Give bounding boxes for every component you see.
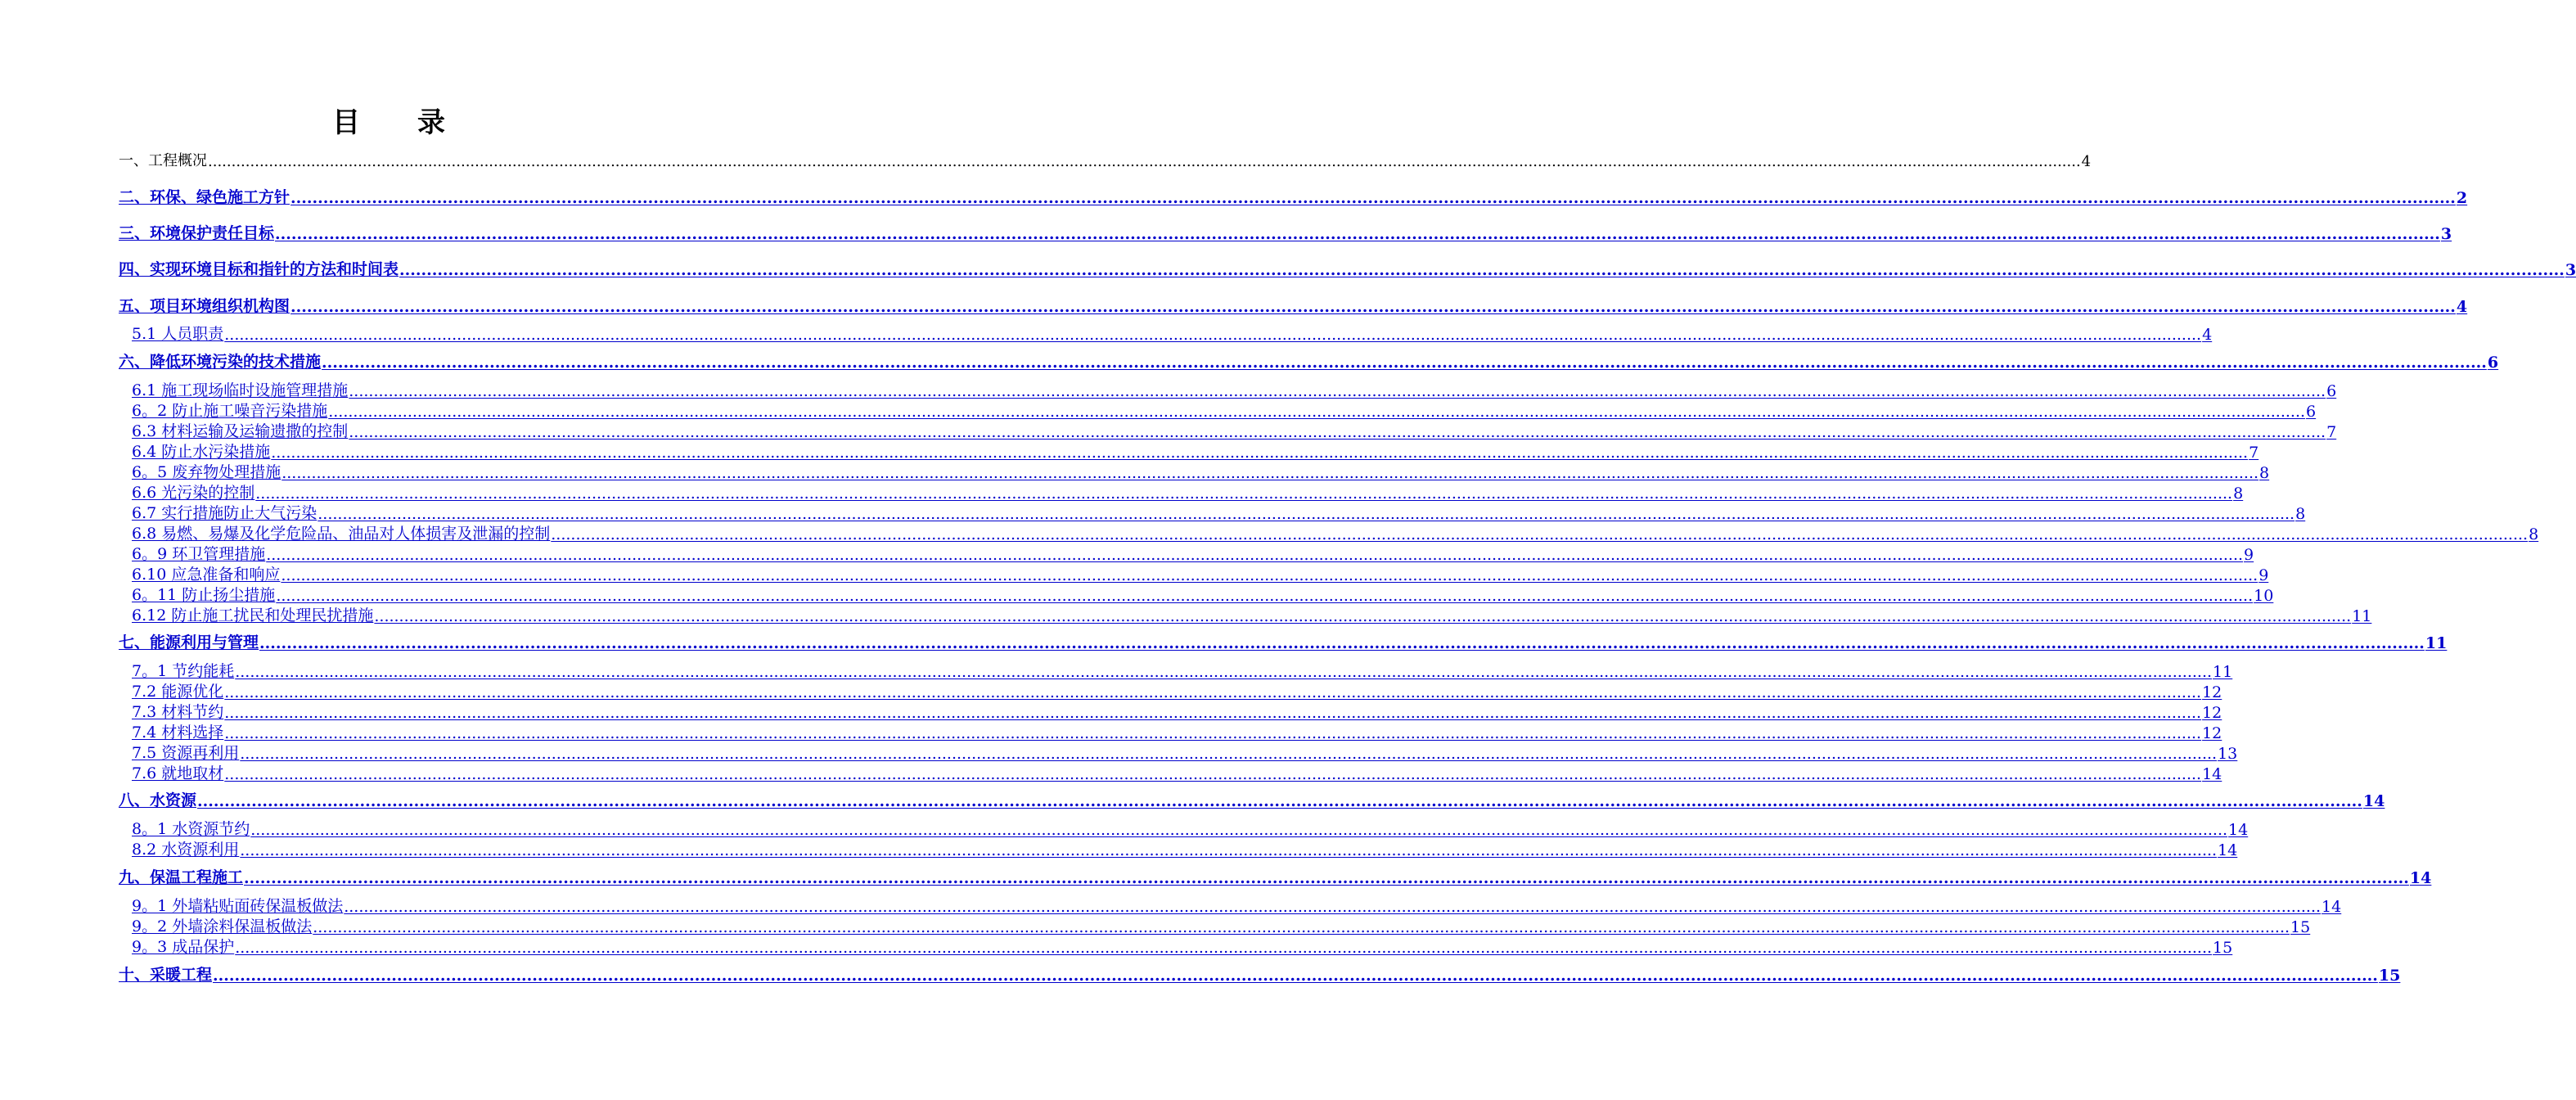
- toc-leader-dots: ................................................................................................................................................................................................................................................................................................................................................................................................................: [271, 444, 2249, 462]
- toc-page-number: 14: [2218, 841, 2238, 859]
- toc-entry-label: 6。9 环卫管理措施: [132, 545, 266, 563]
- toc-entry[interactable]: [119, 522, 2539, 543]
- toc-leader-dots: ................................................................................................................................................................................................................................................................................................................................................................................................................: [255, 485, 2233, 503]
- toc-entry[interactable]: [119, 935, 2233, 957]
- toc-entry[interactable]: [119, 895, 2342, 916]
- toc-entry[interactable]: [119, 258, 2576, 279]
- toc-entry-label: 6.3 材料运输及运输遗撒的控制: [132, 422, 349, 440]
- toc-entry-label: 7.4 材料选择: [132, 724, 224, 742]
- toc-entry[interactable]: [119, 866, 2432, 887]
- toc-leader-dots: ................................................................................................................................................................................................................................................................................................................................................................................................................: [551, 525, 2529, 543]
- toc-entry-label: 9。1 外墙粘贴面砖保温板做法: [132, 897, 344, 915]
- toc-entry-label: 7.5 资源再利用: [132, 744, 240, 762]
- toc-entry-label: 八、水资源: [119, 791, 197, 809]
- toc-page-number: 12: [2202, 724, 2222, 742]
- toc-page-number: 6: [2306, 403, 2317, 421]
- toc-entry-label: 五、项目环境组织机构图: [119, 297, 290, 315]
- toc-entry-label: 8。1 水资源节约: [132, 820, 250, 838]
- toc-entry-label: 七、能源利用与管理: [119, 633, 259, 651]
- toc-leader-dots: ................................................................................................................................................................................................................................................................................................................................................................................................................: [250, 821, 2228, 839]
- toc-leader-dots: ................................................................................................................................................................................................................................................................................................................................................................................................................: [281, 464, 2259, 482]
- toc-page-number: 13: [2218, 745, 2238, 763]
- toc-entry[interactable]: [119, 481, 2244, 503]
- toc-entry[interactable]: [119, 399, 2317, 421]
- toc-entry[interactable]: [119, 838, 2238, 859]
- toc-entry[interactable]: [119, 604, 2372, 625]
- toc-page-number: 14: [2362, 792, 2385, 810]
- toc-entry-label: 6.7 实行措施防止大气污染: [132, 504, 317, 522]
- toc-leader-dots: ................................................................................................................................................................................................................................................................................................................................................................................................................: [317, 505, 2295, 523]
- toc-entry-label: 二、环保、绿色施工方针: [119, 188, 290, 206]
- toc-entry[interactable]: [119, 222, 2452, 243]
- toc-page-number: 8: [2233, 485, 2244, 503]
- toc-page-number: 7: [2326, 423, 2337, 441]
- toc-entry-label: 6。11 防止扬尘措施: [132, 586, 276, 604]
- toc-entry-label: 四、实现环境目标和指针的方法和时间表: [119, 260, 399, 278]
- toc-entry[interactable]: [119, 186, 2468, 207]
- toc-page-number: 4: [2456, 298, 2468, 316]
- toc-page-number: 11: [2213, 663, 2233, 681]
- toc-leader-dots: ................................................................................................................................................................................................................................................................................................................................................................................................................: [374, 607, 2352, 625]
- toc-page-number: 8: [2529, 525, 2539, 543]
- toc-page-number: 11: [2352, 607, 2372, 625]
- toc-page-number: 3: [2440, 225, 2452, 243]
- toc-page-number: 14: [2228, 821, 2249, 839]
- toc-entry-label: 十、采暖工程: [119, 966, 213, 984]
- toc-entry[interactable]: [119, 762, 2222, 783]
- toc-entry-label: 7.6 就地取材: [132, 764, 224, 782]
- toc-leader-dots: ................................................................................................................................................................................................................................................................................................................................................................................................................: [399, 261, 2565, 279]
- toc-leader-dots: ................................................................................................................................................................................................................................................................................................................................................................................................................: [281, 566, 2259, 584]
- toc-entry[interactable]: [119, 379, 2337, 400]
- toc-entry[interactable]: [119, 440, 2259, 462]
- toc-entry-label: 6.6 光污染的控制: [132, 484, 255, 502]
- toc-entry-label: 7.3 材料节约: [132, 703, 224, 721]
- toc-entry-label: 三、环境保护责任目标: [119, 224, 275, 242]
- toc-entry[interactable]: [119, 420, 2337, 441]
- toc-leader-dots: ................................................................................................................................................................................................................................................................................................................................................................................................................: [349, 423, 2326, 441]
- toc-entry-label: 9。2 外墙涂料保温板做法: [132, 917, 313, 935]
- toc-leader-dots: ................................................................................................................................................................................................................................................................................................................................................................................................................: [275, 225, 2440, 243]
- toc-entry[interactable]: [119, 915, 2311, 936]
- toc-entry[interactable]: [119, 350, 2499, 372]
- toc-entry[interactable]: [119, 742, 2238, 763]
- toc-entry-label: 一、工程概况: [119, 152, 207, 169]
- toc-page-number: 14: [2202, 765, 2222, 783]
- toc-entry[interactable]: [119, 322, 2213, 344]
- toc-leader-dots: ................................................................................................................................................................................................................................................................................................................................................................................................................: [349, 382, 2326, 400]
- toc-entry[interactable]: [119, 818, 2249, 839]
- toc-entry-label: 6。2 防止施工噪音污染措施: [132, 402, 328, 420]
- toc-leader-dots: ................................................................................................................................................................................................................................................................................................................................................................................................................: [313, 918, 2290, 936]
- toc-page-number: 15: [2213, 939, 2233, 957]
- toc-entry[interactable]: [119, 563, 2269, 584]
- toc-page-number: 7: [2249, 444, 2259, 462]
- toc-page-number: 9: [2244, 546, 2254, 564]
- toc-page-number: 8: [2295, 505, 2306, 523]
- toc-entry-label: 9。3 成品保护: [132, 938, 235, 956]
- toc-leader-dots: ................................................................................................................................................................................................................................................................................................................................................................................................................: [224, 765, 2202, 783]
- toc-leader-dots: ................................................................................................................................................................................................................................................................................................................................................................................................................: [213, 967, 2378, 985]
- toc-entry[interactable]: [119, 584, 2274, 605]
- toc-page-number: 6: [2487, 354, 2499, 372]
- page-title: 目录: [332, 106, 502, 139]
- toc-page-number: 14: [2322, 898, 2342, 916]
- toc-leader-dots: ................................................................................................................................................................................................................................................................................................................................................................................................................: [240, 841, 2218, 859]
- toc-leader-dots: ................................................................................................................................................................................................................................................................................................................................................................................................................: [290, 298, 2456, 316]
- toc-leader-dots: ................................................................................................................................................................................................................................................................................................................................................................................................................: [290, 189, 2456, 207]
- toc-entry-label: 6。5 废弃物处理措施: [132, 463, 281, 481]
- toc-leader-dots: ................................................................................................................................................................................................................................................................................................................................................................................................................: [266, 546, 2244, 564]
- toc-leader-dots: ................................................................................................................................................................................................................................................................................................................................................................................................................: [322, 354, 2487, 372]
- toc-page-number: 11: [2425, 634, 2448, 652]
- toc-leader-dots: ................................................................................................................................................................................................................................................................................................................................................................................................................: [197, 792, 2362, 810]
- toc-leader-dots: ................................................................................................................................................................................................................................................................................................................................................................................................................: [344, 898, 2322, 916]
- toc-page-number: 10: [2254, 587, 2274, 605]
- toc-entry-label: 7.2 能源优化: [132, 683, 224, 701]
- toc-leader-dots: ................................................................................................................................................................................................................................................................................................................................................................................................................: [224, 683, 2202, 701]
- toc-page-number: 4: [2081, 153, 2092, 170]
- toc-entry-label: 6.12 防止施工扰民和处理民扰措施: [132, 606, 374, 624]
- toc-page-number: 6: [2326, 382, 2337, 400]
- toc-entry: [119, 149, 2092, 170]
- toc-leader-dots: ................................................................................................................................................................................................................................................................................................................................................................................................................: [235, 663, 2213, 681]
- toc-leader-dots: ................................................................................................................................................................................................................................................................................................................................................................................................................: [235, 939, 2213, 957]
- toc-entry-label: 6.1 施工现场临时设施管理措施: [132, 381, 349, 399]
- toc-page-number: 8: [2259, 464, 2270, 482]
- toc-leader-dots: ................................................................................................................................................................................................................................................................................................................................................................................................................: [224, 724, 2202, 742]
- toc-page-number: 12: [2202, 704, 2222, 722]
- toc-entry-label: 6.8 易燃、易爆及化学危险品、油品对人体损害及泄漏的控制: [132, 525, 551, 543]
- toc-entry[interactable]: [119, 461, 2270, 482]
- toc-entry[interactable]: [119, 963, 2401, 985]
- toc-page-number: 3: [2565, 261, 2576, 279]
- toc-entry-label: 5.1 人员职责: [132, 325, 224, 343]
- toc-entry-label: 6.10 应急准备和响应: [132, 566, 281, 584]
- toc-page-number: 2: [2456, 189, 2468, 207]
- toc-entry-label: 8.2 水资源利用: [132, 841, 240, 859]
- toc-entry[interactable]: [119, 502, 2306, 523]
- toc-page-number: 15: [2378, 967, 2401, 985]
- toc-entry-label: 六、降低环境污染的技术措施: [119, 353, 322, 371]
- toc-entry[interactable]: [119, 721, 2222, 742]
- toc-page-number: 15: [2290, 918, 2311, 936]
- toc-entry[interactable]: [119, 680, 2222, 701]
- toc-leader-dots: ................................................................................................................................................................................................................................................................................................................................................................................................................: [276, 587, 2254, 605]
- toc-entry[interactable]: [119, 660, 2233, 681]
- toc-entry[interactable]: [119, 631, 2448, 652]
- toc-leader-dots: ................................................................................................................................................................................................................................................................................................................................................................................................................: [208, 153, 2081, 170]
- toc-entry[interactable]: [119, 295, 2468, 316]
- toc-entry-label: 6.4 防止水污染措施: [132, 443, 271, 461]
- toc-leader-dots: ................................................................................................................................................................................................................................................................................................................................................................................................................: [224, 326, 2202, 344]
- toc-page-number: 14: [2409, 869, 2432, 887]
- toc-entry[interactable]: [119, 789, 2385, 810]
- toc-leader-dots: ................................................................................................................................................................................................................................................................................................................................................................................................................: [224, 704, 2202, 722]
- toc-leader-dots: ................................................................................................................................................................................................................................................................................................................................................................................................................: [240, 745, 2218, 763]
- toc-page-number: 12: [2202, 683, 2222, 701]
- toc-leader-dots: ................................................................................................................................................................................................................................................................................................................................................................................................................: [259, 634, 2425, 652]
- toc-entry[interactable]: [119, 701, 2222, 722]
- toc-entry[interactable]: [119, 543, 2254, 564]
- toc-entry-label: 九、保温工程施工: [119, 868, 244, 886]
- toc-leader-dots: ................................................................................................................................................................................................................................................................................................................................................................................................................: [244, 869, 2409, 887]
- toc-leader-dots: ................................................................................................................................................................................................................................................................................................................................................................................................................: [328, 403, 2306, 421]
- toc-page-number: 9: [2259, 566, 2269, 584]
- toc-page-number: 4: [2202, 326, 2213, 344]
- toc-entry-label: 7。1 节约能耗: [132, 662, 235, 680]
